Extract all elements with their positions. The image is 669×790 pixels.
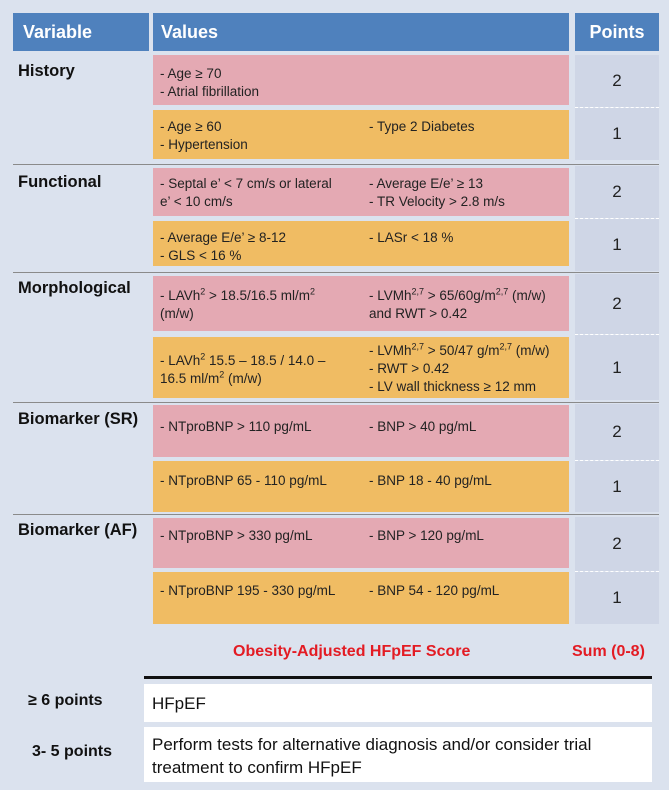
lavh-text: (m/w): [224, 371, 262, 386]
lavh-text: 16.5 ml/m: [160, 371, 220, 386]
lavh-text: - LAVh: [160, 353, 201, 368]
biomarker-af-low-item: - NTproBNP 195 - 330 pg/mL: [160, 583, 336, 598]
biomarker-sr-high-item: - NTproBNP > 110 pg/mL: [160, 419, 312, 434]
morphological-low-right: [369, 342, 549, 396]
lvmh-text: - LVMh: [369, 343, 412, 358]
history-low-right: [369, 118, 475, 136]
biomarker-sr-low-left: [160, 472, 327, 490]
interp-range-mid: 3- 5 points: [32, 743, 113, 760]
superscript: 2: [200, 351, 206, 362]
points-value: 2: [612, 182, 622, 201]
points-value: 2: [612, 294, 622, 313]
section-divider: [13, 272, 659, 273]
rwt-text: and RWT > 0.42: [369, 306, 468, 321]
section-divider: [13, 514, 659, 515]
functional-high-points: [575, 166, 659, 218]
interp-text-mid: Perform tests for alternative diagnosis and/or consider trial treatment to confirm HFpEF: [152, 735, 592, 777]
biomarker-af-high-item: - BNP > 120 pg/mL: [369, 528, 484, 543]
functional-high-item: - Average E/e’ ≥ 13: [369, 176, 483, 191]
section-label-biomarker-sr: Biomarker (SR): [18, 410, 139, 428]
lavh-text: > 18.5/16.5 ml/m: [205, 288, 310, 303]
functional-low-right: [369, 229, 453, 247]
lvmh-text: (m/w): [511, 343, 550, 358]
points-value: 2: [612, 422, 622, 441]
biomarker-af-high-left: [160, 527, 312, 545]
biomarker-af-high-points: [575, 517, 659, 571]
header-points: [575, 13, 659, 51]
interp-box-high: [144, 684, 652, 722]
section-label-biomarker-af: Biomarker (AF): [18, 521, 138, 539]
lvmh-text: > 50/47 g/m: [424, 343, 500, 358]
biomarker-af-high-item: - NTproBNP > 330 pg/mL: [160, 528, 313, 543]
points-value: 1: [612, 357, 622, 377]
section-label-history: History: [18, 62, 75, 80]
functional-high-item: - Septal e’ < 7 cm/s or lateral: [160, 176, 332, 191]
morphological-low-left: [160, 352, 325, 388]
superscript: 2,7: [411, 286, 425, 297]
history-high-item: - Atrial fibrillation: [160, 84, 260, 99]
header-variable-label: Variable: [23, 21, 93, 42]
score-title: Obesity-Adjusted HFpEF Score: [233, 643, 471, 660]
points-value: 1: [612, 124, 622, 143]
biomarker-sr-low-right: [369, 472, 492, 490]
functional-low-points: [575, 219, 659, 271]
functional-high-right: [369, 175, 505, 211]
lvmh-text: - LVMh: [369, 288, 412, 303]
biomarker-sr-low-item: - NTproBNP 65 - 110 pg/mL: [160, 473, 327, 488]
morphological-high-left: [160, 287, 315, 323]
biomarker-af-low-left: [160, 582, 335, 600]
functional-low-left: [160, 229, 286, 265]
history-high-text: [160, 65, 259, 101]
morphological-high-right: [369, 287, 546, 323]
section-label-morphological: Morphological: [18, 279, 131, 297]
history-low-item: - Hypertension: [160, 137, 248, 152]
header-values: [153, 13, 569, 51]
superscript: 2: [309, 286, 315, 297]
biomarker-af-high-right: [369, 527, 484, 545]
lavh-text: (m/w): [160, 306, 194, 321]
biomarker-af-low-right: [369, 582, 499, 600]
biomarker-sr-high-right: [369, 418, 476, 436]
header-values-label: Values: [161, 21, 219, 42]
section-divider: [13, 402, 659, 403]
section-divider: [13, 164, 659, 165]
history-high-points: [575, 55, 659, 107]
biomarker-sr-low-item: - BNP 18 - 40 pg/mL: [369, 473, 492, 488]
points-value: 1: [612, 235, 622, 254]
points-value: 1: [612, 588, 622, 607]
functional-low-item: - Average E/e’ ≥ 8-12: [160, 230, 286, 245]
superscript: 2,7: [411, 341, 425, 352]
lvmh-text: (m/w): [508, 288, 546, 303]
superscript: 2: [219, 369, 225, 380]
wall-text: - LV wall thickness ≥ 12 mm: [369, 379, 536, 394]
biomarker-sr-low-points: [575, 461, 659, 512]
biomarker-sr-high-item: - BNP > 40 pg/mL: [369, 419, 477, 434]
lavh-text: 15.5 – 18.5 / 14.0 –: [205, 353, 326, 368]
superscript: 2,7: [499, 341, 512, 352]
section-label-functional: Functional: [18, 173, 102, 191]
superscript: 2: [200, 286, 206, 297]
biomarker-af-low-item: - BNP 54 - 120 pg/mL: [369, 583, 500, 598]
points-value: 2: [612, 71, 622, 90]
history-low-left: [160, 118, 248, 154]
rwt-text: - RWT > 0.42: [369, 361, 450, 376]
history-low-item: - Type 2 Diabetes: [369, 119, 475, 134]
interp-text-high: HFpEF: [152, 693, 206, 713]
points-value: 2: [612, 534, 622, 553]
functional-high-item: - TR Velocity > 2.8 m/s: [369, 194, 505, 209]
biomarker-sr-high-points: [575, 404, 659, 460]
functional-high-item: e’ < 10 cm/s: [160, 194, 233, 209]
points-value: 1: [612, 476, 622, 496]
header-points-label: Points: [589, 21, 645, 42]
score-rule: [144, 676, 652, 679]
interp-box-mid: [144, 727, 652, 782]
functional-low-item: - GLS < 16 %: [160, 248, 242, 263]
biomarker-af-low-points: [575, 572, 659, 624]
history-low-points: [575, 108, 659, 160]
history-low-item: - Age ≥ 60: [160, 119, 222, 134]
score-sum: Sum (0-8): [572, 643, 645, 660]
header-variable: [13, 13, 149, 51]
lavh-text: - LAVh: [160, 288, 201, 303]
superscript: 2,7: [495, 286, 509, 297]
functional-low-item: - LASr < 18 %: [369, 230, 454, 245]
morphological-high-points: [575, 274, 659, 334]
morphological-low-points: [575, 335, 659, 400]
lvmh-text: > 65/60g/m: [424, 288, 496, 303]
interp-range-high: ≥ 6 points: [28, 692, 103, 709]
biomarker-sr-high-left: [160, 418, 311, 436]
functional-high-left: [160, 175, 332, 211]
history-high-item: - Age ≥ 70: [160, 66, 222, 81]
